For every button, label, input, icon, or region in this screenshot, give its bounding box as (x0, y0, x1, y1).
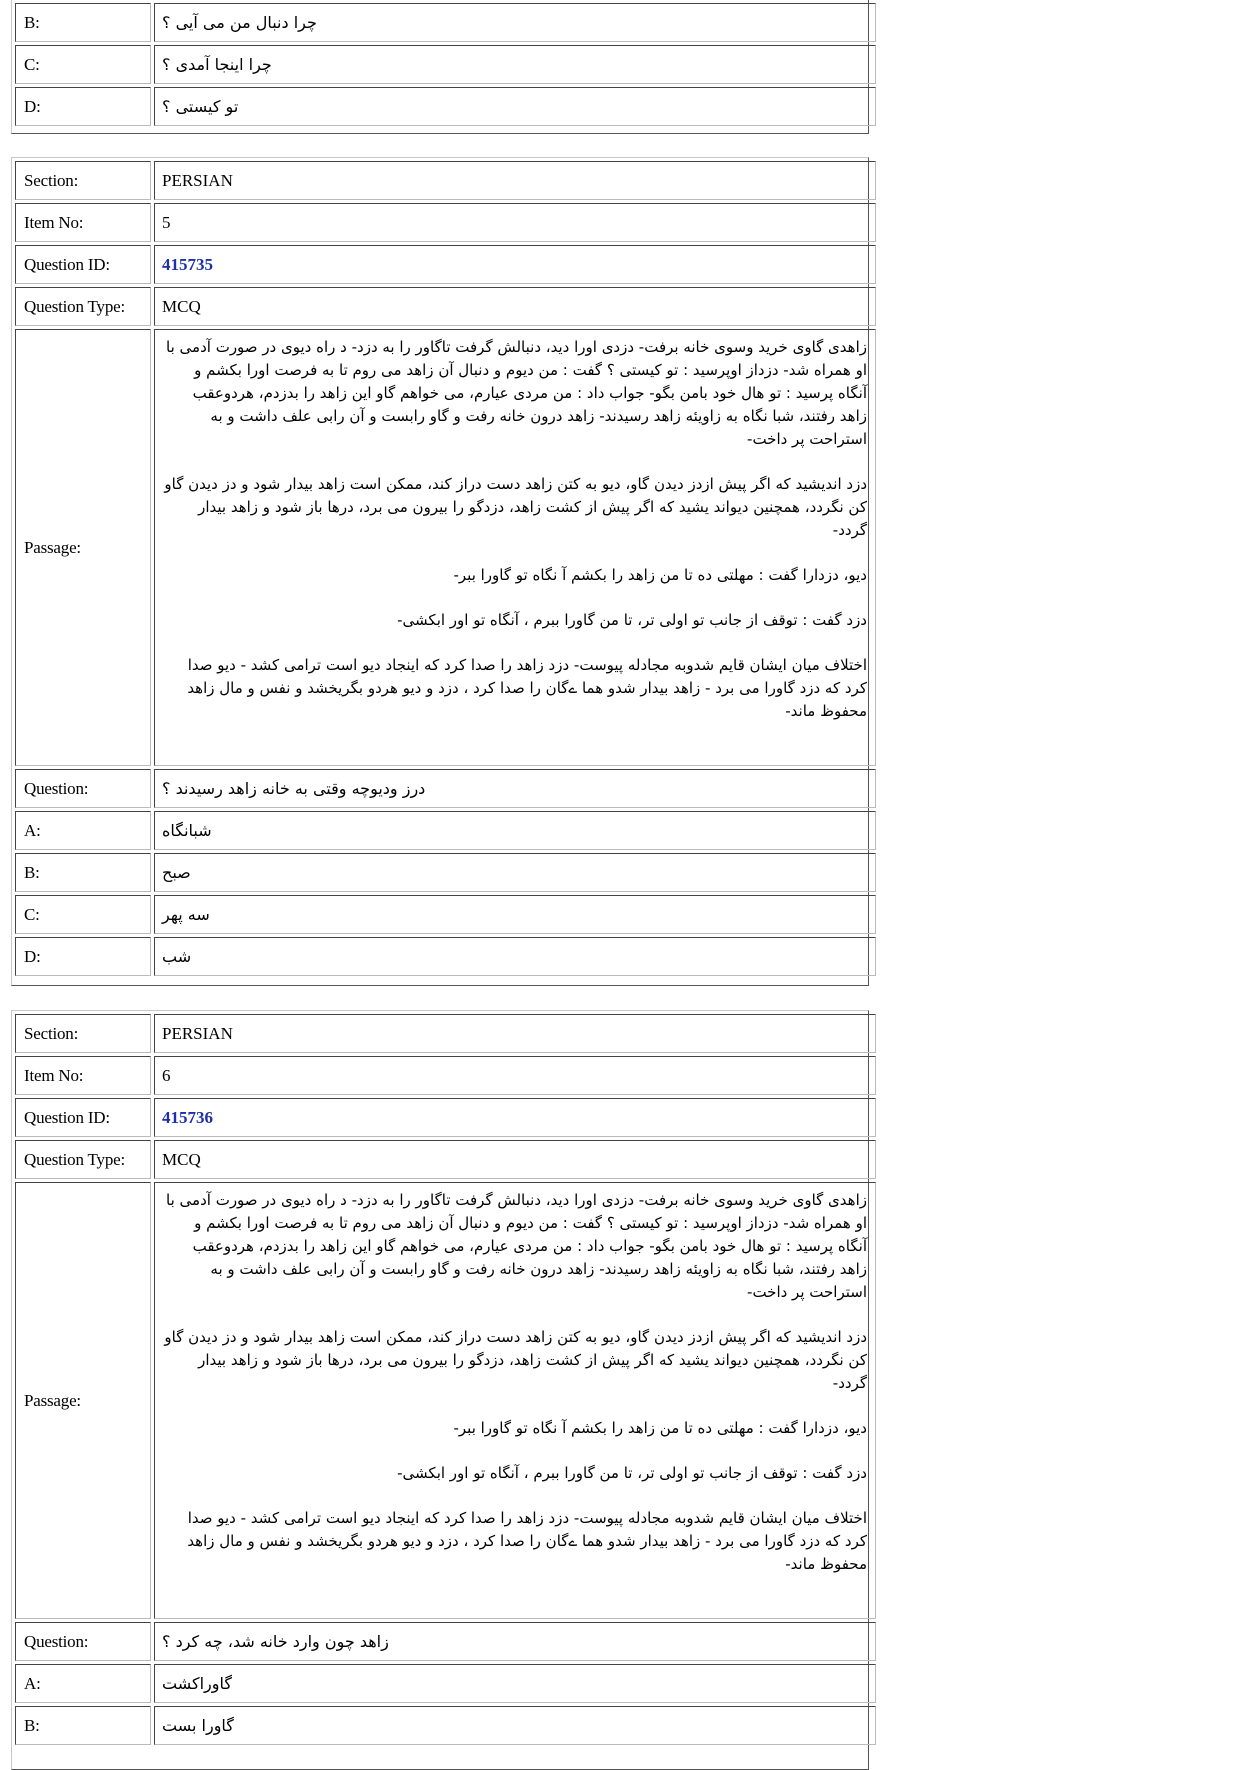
option-c-text: چرا اینجا آمدی ؟ (154, 45, 876, 84)
option-d-row (12, 87, 868, 126)
item-no-row (12, 203, 868, 242)
option-a-row (12, 1664, 868, 1703)
question-type-value: MCQ (154, 287, 876, 326)
option-b-text: گاورا بست (154, 1706, 876, 1745)
option-c-row (12, 45, 868, 84)
passage-row (12, 1182, 868, 1619)
option-a-row (12, 811, 868, 850)
option-c-label: C: (15, 895, 151, 934)
question-text: زاهد چون وارد خانه شد، چه کرد ؟ (154, 1622, 876, 1661)
section-label: Section: (15, 161, 151, 200)
option-b-text: صبح (154, 853, 876, 892)
passage-paragraph: دزد اندیشید که اگر پیش ازدز دیدن گاو، دیو به کتن زاهد دست دراز کند، ممکن است زاهد بیدار شود و دز دیدن گاو کن نگردد، همچنین دیواند یشید که اگر پیش از کشت زاهد، دزدگو را بیرون می برد، درها باز شود و زاهد بیدار گردد- (164, 1328, 867, 1392)
option-a-text: گاوراکشت (154, 1664, 876, 1703)
item-no-label: Item No: (15, 203, 151, 242)
question-type-value: MCQ (154, 1140, 876, 1179)
option-d-text: تو کیستی ؟ (154, 87, 876, 126)
passage-text (154, 329, 876, 766)
option-b-label: B: (15, 3, 151, 42)
passage-label: Passage: (15, 1182, 151, 1619)
question-row (12, 1622, 868, 1661)
option-d-label: D: (15, 87, 151, 126)
passage-paragraph: دزد گفت : توقف از جانب تو اولی تر، تا من گاورا ببرم ، آنگاه تو اور ابکشی- (397, 1464, 867, 1482)
option-a-label: A: (15, 1664, 151, 1703)
option-c-label: C: (15, 45, 151, 84)
question-table-6 (11, 1010, 869, 1770)
passage-text (154, 1182, 876, 1619)
option-a-text: شبانگاه (154, 811, 876, 850)
question-table-5 (11, 157, 869, 986)
question-type-label: Question Type: (15, 1140, 151, 1179)
passage-paragraph: اختلاف میان ایشان قایم شدوبه مجادله پیوست- دزد زاهد را صدا کرد که اینجاد دیو است ترامی کشد - دیو صدا کرد که دزد گاورا می برد - زاهد بیدار شدو هما ےگان را صدا کرد ، دزد و دیو هردو بگریخشد و نفس و مال زاهد محفوظ ماند- (187, 1509, 867, 1573)
section-value: PERSIAN (154, 161, 876, 200)
question-type-label: Question Type: (15, 287, 151, 326)
option-b-label: B: (15, 1706, 151, 1745)
option-b-row (12, 1706, 868, 1745)
option-d-label: D: (15, 937, 151, 976)
passage-paragraph: اختلاف میان ایشان قایم شدوبه مجادله پیوست- دزد زاهد را صدا کرد که اینجاد دیو است ترامی کشد - دیو صدا کرد که دزد گاورا می برد - زاهد بیدار شدو هما ےگان را صدا کرد ، دزد و دیو هردو بگریخشد و نفس و مال زاهد محفوظ ماند- (187, 656, 867, 720)
section-row (12, 161, 868, 200)
passage-paragraph: دزد اندیشید که اگر پیش ازدز دیدن گاو، دیو به کتن زاهد دست دراز کند، ممکن است زاهد بیدار شود و دز دیدن گاو کن نگردد، همچنین دیواند یشید که اگر پیش از کشت زاهد، دزدگو را بیرون می برد، درها باز شود و زاهد بیدار گردد- (164, 475, 867, 539)
passage-paragraph: دزد گفت : توقف از جانب تو اولی تر، تا من گاورا ببرم ، آنگاه تو اور ابکشی- (397, 611, 867, 629)
question-id-row (12, 245, 868, 284)
question-label: Question: (15, 1622, 151, 1661)
passage-paragraph: زاهدی گاوی خرید وسوی خانه برفت- دزدی اورا دید، دنبالش گرفت تاگاور را به دزد- د راه دیوی در صورت آدمی با او همراه شد- دزداز اوپرسید : تو کیستی ؟ گفت : من دیوم و دنبال آن زاهد می روم تا به فرصت اورا بکشم و آنگاه پرسید : تو هال خود بامن بگو- جواب داد : من مردی عیارم، می خواهم گاو این زاهد را بدزدم، هردوعقب زاهد رفتند، شبا نگاه به زاویئه زاهد رسیدند- زاهد درون خانه رفت و گاو رابست و آن رابی علف داشت و به استراحت پر داخت- (166, 338, 867, 448)
passage-paragraph: زاهدی گاوی خرید وسوی خانه برفت- دزدی اورا دید، دنبالش گرفت تاگاور را به دزد- د راه دیوی در صورت آدمی با او همراه شد- دزداز اوپرسید : تو کیستی ؟ گفت : من دیوم و دنبال آن زاهد می روم تا به فرصت اورا بکشم و آنگاه پرسید : تو هال خود بامن بگو- جواب داد : من مردی عیارم، می خواهم گاو این زاهد را بدزدم، هردوعقب زاهد رفتند، شبا نگاه به زاویئه زاهد رسیدند- زاهد درون خانه رفت و گاو رابست و آن رابی علف داشت و به استراحت پر داخت- (166, 1191, 867, 1301)
option-b-row (12, 853, 868, 892)
option-b-label: B: (15, 853, 151, 892)
item-no-row (12, 1056, 868, 1095)
passage-label: Passage: (15, 329, 151, 766)
section-row (12, 1014, 868, 1053)
passage-row (12, 329, 868, 766)
option-b-row (12, 3, 868, 42)
section-value: PERSIAN (154, 1014, 876, 1053)
question-id-label: Question ID: (15, 245, 151, 284)
option-a-label: A: (15, 811, 151, 850)
question-row (12, 769, 868, 808)
item-no-value: 5 (154, 203, 876, 242)
question-id-row (12, 1098, 868, 1137)
option-c-row (12, 895, 868, 934)
question-table-4-fragment (11, 0, 869, 134)
option-b-text: چرا دنبال من می آیی ؟ (154, 3, 876, 42)
question-type-row (12, 1140, 868, 1179)
option-d-row (12, 937, 868, 976)
question-label: Question: (15, 769, 151, 808)
option-c-text: سه پهر (154, 895, 876, 934)
passage-paragraph: دیو، دزدارا گفت : مهلتی ده تا من زاهد را بکشم آ نگاه تو گاورا ببر- (453, 1419, 867, 1437)
question-id-value: 415736 (154, 1098, 876, 1137)
item-no-label: Item No: (15, 1056, 151, 1095)
item-no-value: 6 (154, 1056, 876, 1095)
question-text: درز ودیوچه وقتی به خانه زاهد رسیدند ؟ (154, 769, 876, 808)
passage-paragraph: دیو، دزدارا گفت : مهلتی ده تا من زاهد را بکشم آ نگاه تو گاورا ببر- (453, 566, 867, 584)
section-label: Section: (15, 1014, 151, 1053)
question-id-value: 415735 (154, 245, 876, 284)
question-id-label: Question ID: (15, 1098, 151, 1137)
question-type-row (12, 287, 868, 326)
option-d-text: شب (154, 937, 876, 976)
